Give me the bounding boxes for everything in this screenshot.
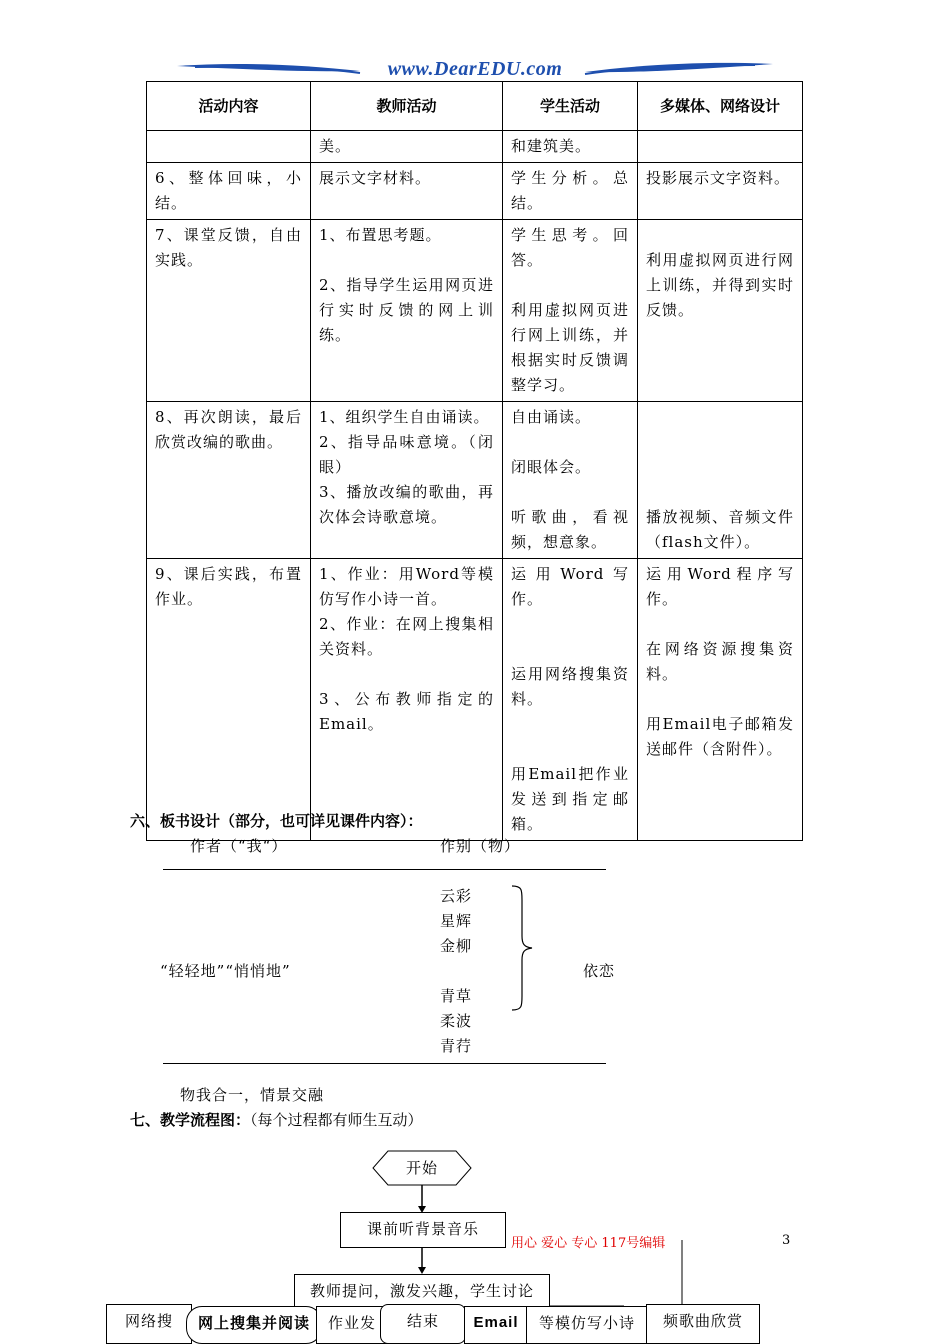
flow-step-question: 教师提问，激发兴趣，学生讨论: [294, 1274, 550, 1310]
cell-text: 运用网络搜集资料。: [511, 665, 629, 708]
cell-text: 自由诵读。: [511, 408, 592, 426]
cell-text: 2、指导品味意境。（闭眼）: [319, 433, 494, 476]
flow-start-node: [372, 1150, 472, 1186]
cell-text: 播放视频、音频文件（flash文件）。: [646, 508, 794, 551]
cell-text: 利用虚拟网页进行网上训练，并得到实时反馈。: [646, 251, 794, 319]
cell-text: 2、指导学生运用网页进行实时反馈的网上训练。: [319, 276, 494, 344]
board-right-word: 依恋: [583, 962, 616, 980]
footer-note: 用心 爱心 专心 117号编辑: [511, 1236, 666, 1251]
board-item: 星辉: [440, 912, 473, 930]
flow-node-homework: 作业发: [316, 1306, 388, 1344]
board-summary: 物我合一，情景交融: [180, 1086, 325, 1104]
site-url: www.DearEDU.com: [387, 58, 563, 80]
flow-node-web-search: 网络搜: [106, 1304, 192, 1344]
board-item: 柔波: [440, 1012, 473, 1030]
board-author-label: 作者（“我“）: [190, 837, 288, 855]
page-number: 3: [782, 1233, 791, 1248]
cell-text: 投影展示文字资料。: [646, 169, 791, 187]
col-header-student: 学生活动: [503, 82, 638, 131]
cell-text: 听歌曲，看视频，想意象。: [511, 508, 629, 551]
board-item: 金柳: [440, 937, 473, 955]
cell-text: 2、作业：在网上搜集相关资料。: [319, 615, 494, 658]
flow-node-song-appreciation: 频歌曲欣赏: [646, 1304, 760, 1344]
flow-end-node: 结束: [380, 1304, 466, 1344]
cell-activity: 7、课堂反馈，自由实践。: [147, 220, 311, 402]
flow-node-email: Email: [464, 1306, 528, 1344]
cell-text: 3、播放改编的歌曲，再次体会诗歌意境。: [319, 483, 494, 526]
cell-activity: 9、课后实践，布置作业。: [147, 559, 311, 841]
board-item: 青荇: [440, 1037, 473, 1055]
cell-text: 用Email电子邮箱发送邮件（含附件）。: [646, 715, 794, 758]
cell-text: 美。: [319, 137, 352, 155]
cell-text: 3、公布教师指定的Email。: [319, 690, 494, 733]
cell-text: 1、组织学生自由诵读。: [319, 408, 490, 426]
flow-start-label: 开始: [405, 1159, 438, 1177]
cell-text: 用Email把作业发送到指定邮箱。: [511, 765, 629, 833]
cell-text: 1、作业：用Word等模仿写作小诗一首。: [319, 565, 494, 608]
cell-text: 和建筑美。: [511, 137, 592, 155]
board-left-phrase: “轻轻地”“悄悄地”: [160, 962, 291, 980]
cell-text: 学生分析。总结。: [511, 169, 629, 212]
section7-note: （每个过程都有师生互动）: [250, 1111, 423, 1129]
col-header-teacher: 教师活动: [311, 82, 503, 131]
cell-text: 学生思考。回答。: [511, 226, 629, 269]
col-header-media: 多媒体、网络设计: [638, 82, 803, 131]
board-item: 青草: [440, 987, 473, 1005]
cell-text: 运用Word写作。: [511, 565, 629, 608]
cell-activity: 8、再次朗读，最后欣赏改编的歌曲。: [147, 402, 311, 559]
board-item: 云彩: [440, 887, 473, 905]
cell-text: 利用虚拟网页进行网上训练，并根据实时反馈调整学习。: [511, 301, 629, 394]
cell-text: 运用Word程序写作。: [646, 565, 794, 608]
cell-activity: 6、整体回味，小结。: [147, 163, 311, 220]
flow-node-search-read: 网上搜集并阅读: [186, 1306, 322, 1344]
section7-title-text: 七、教学流程图：: [130, 1111, 251, 1129]
cell-text: 闭眼体会。: [511, 458, 592, 476]
cell-text: 1、布置思考题。: [319, 226, 442, 244]
flow-step-listen-music: 课前听背景音乐: [340, 1212, 506, 1248]
col-header-activity: 活动内容: [147, 82, 311, 131]
board-works-label: 作别（物）: [440, 837, 521, 855]
cell-text: 在网络资源搜集资料。: [646, 640, 794, 683]
cell-text: 展示文字材料。: [319, 169, 432, 187]
flow-node-imitate-poem: 等模仿写小诗: [526, 1306, 648, 1344]
section6-title: 六、板书设计（部分，也可详见课件内容）：: [130, 812, 423, 830]
